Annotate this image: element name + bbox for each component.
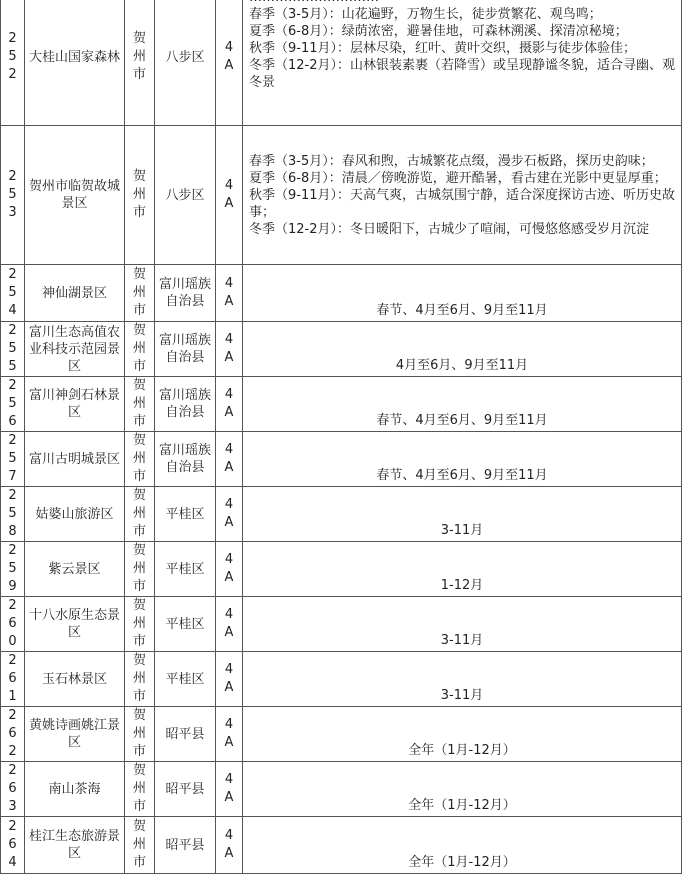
city-char: 市	[132, 414, 146, 429]
level-char: A	[224, 350, 234, 365]
table-row	[1, 817, 682, 874]
row-number-char: 4	[8, 855, 17, 870]
level-char: 4	[224, 828, 234, 843]
row-number-char: 2	[8, 543, 17, 558]
level-char: 4	[224, 607, 234, 622]
level-char: A	[224, 735, 234, 750]
level-char: A	[224, 405, 234, 420]
table-row	[1, 652, 682, 707]
level-char: A	[224, 680, 234, 695]
row-number-char: 2	[8, 31, 17, 46]
row-number-char: 5	[8, 285, 17, 300]
best-season: 全年（1月-12月）	[243, 707, 682, 762]
row-number-char: 2	[8, 323, 17, 338]
level	[216, 652, 243, 707]
level-char: A	[224, 570, 234, 585]
level-char: 4	[224, 497, 234, 512]
row-number	[1, 322, 25, 377]
level-char: 4	[224, 387, 234, 402]
city-char: 州	[132, 49, 146, 64]
row-number-char: 5	[8, 187, 17, 202]
row-number-char: 2	[8, 819, 17, 834]
row-number-char: 5	[8, 341, 17, 356]
season-line: 秋季（9-11月）：层林尽染，红叶、黄叶交织，摄影与徒步体验佳；	[249, 41, 637, 56]
level	[216, 0, 243, 126]
city	[125, 322, 155, 377]
row-number-char: 2	[8, 267, 17, 282]
scenic-name: 富川古明城景区	[25, 432, 125, 487]
city	[125, 652, 155, 707]
row-number-char: 5	[8, 561, 17, 576]
table-row	[1, 707, 682, 762]
season-line: 秋季（9-11月）：天高气爽，古城氛围宁静，适合深度探访古迹、听历史故事；	[249, 187, 676, 220]
row-number	[1, 265, 25, 322]
level-char: 4	[224, 717, 234, 732]
row-number-char: 2	[8, 744, 17, 759]
city-char: 市	[132, 799, 146, 814]
city-char: 州	[132, 726, 146, 741]
city	[125, 265, 155, 322]
scenic-name: 贺州市临贺故城景区	[25, 126, 125, 265]
table-row	[1, 377, 682, 432]
city-char: 市	[132, 689, 146, 704]
scenic-name: 桂江生态旅游景区	[25, 817, 125, 874]
best-season: 春节、4月至6月、9月至11月	[243, 265, 682, 322]
season-line: 夏季（6-8月）：绿荫浓密，避暑佳地，可森林溯溪、探清凉秘境；	[249, 24, 628, 39]
level	[216, 432, 243, 487]
district: 富川瑶族自治县	[155, 265, 216, 322]
level-char: 4	[224, 662, 234, 677]
level-char: 4	[224, 40, 234, 55]
level	[216, 377, 243, 432]
table-row	[1, 762, 682, 817]
scenic-name: 大桂山国家森林	[25, 0, 125, 126]
scenic-name: 富川生态高值农业科技示范园景区	[25, 322, 125, 377]
city-char: 州	[132, 187, 146, 202]
best-season: 3-11月	[243, 597, 682, 652]
level	[216, 322, 243, 377]
district: 平桂区	[155, 487, 216, 542]
district: 平桂区	[155, 652, 216, 707]
table-row	[1, 322, 682, 377]
level-char: A	[224, 515, 234, 530]
row-number-char: 2	[8, 433, 17, 448]
scenic-name: 姑婆山旅游区	[25, 487, 125, 542]
table-body	[1, 0, 682, 874]
district: 平桂区	[155, 597, 216, 652]
level	[216, 487, 243, 542]
city	[125, 762, 155, 817]
row-number	[1, 652, 25, 707]
table-row	[1, 432, 682, 487]
level-char: A	[224, 58, 234, 73]
row-number-char: 3	[8, 205, 17, 220]
best-season: 春节、4月至6月、9月至11月	[243, 432, 682, 487]
city	[125, 126, 155, 265]
level	[216, 265, 243, 322]
city-char: 贺	[132, 819, 146, 834]
scenic-name: 十八水原生态景区	[25, 597, 125, 652]
scenic-name: 紫云景区	[25, 542, 125, 597]
row-number-char: 1	[8, 689, 17, 704]
row-number	[1, 377, 25, 432]
season-line: 冬季（12-2月）：冬日暖阳下，古城少了喧闹，可慢悠悠感受岁月沉淀	[249, 221, 650, 237]
season-line: 夏季（6-8月）：清晨／傍晚游览，避开酷暑，看古建在光影中更显厚重；	[249, 170, 667, 186]
city-char: 市	[132, 855, 146, 870]
row-number-char: 2	[8, 488, 17, 503]
level-char: A	[224, 625, 234, 640]
city-char: 市	[132, 634, 146, 649]
table-row	[1, 597, 682, 652]
city-char: 贺	[132, 323, 146, 338]
scenic-name: 神仙湖景区	[25, 265, 125, 322]
city-char: 贺	[132, 169, 146, 184]
row-number-char: 2	[8, 653, 17, 668]
best-season: 3-11月	[243, 487, 682, 542]
row-number-char: 6	[8, 414, 17, 429]
row-number-char: 5	[8, 451, 17, 466]
table-row	[1, 0, 682, 126]
city-char: 贺	[132, 598, 146, 613]
row-number-char: 2	[8, 598, 17, 613]
city-char: 州	[132, 285, 146, 300]
table-row	[1, 542, 682, 597]
row-number	[1, 817, 25, 874]
row-number-char: 6	[8, 726, 17, 741]
level-char: A	[224, 294, 234, 309]
city	[125, 597, 155, 652]
row-number	[1, 762, 25, 817]
city-char: 州	[132, 561, 146, 576]
season-line: 春季（3-5月）：春风和煦，古城繁花点缀，漫步石板路，探历史韵味；	[249, 153, 654, 169]
best-season: 全年（1月-12月）	[243, 817, 682, 874]
city-char: 贺	[132, 488, 146, 503]
city-char: 市	[132, 359, 146, 374]
district: 富川瑶族自治县	[155, 322, 216, 377]
district: 昭平县	[155, 707, 216, 762]
scenic-name: 玉石林景区	[25, 652, 125, 707]
level	[216, 542, 243, 597]
scenic-name: 富川神剑石林景区	[25, 377, 125, 432]
row-number-char: 2	[8, 763, 17, 778]
scenic-name: 南山茶海	[25, 762, 125, 817]
level	[216, 707, 243, 762]
city-char: 市	[132, 744, 146, 759]
city-char: 贺	[132, 267, 146, 282]
row-number	[1, 707, 25, 762]
city	[125, 0, 155, 126]
level-char: 4	[224, 178, 234, 193]
best-season: 3-11月	[243, 652, 682, 707]
row-number-char: 6	[8, 671, 17, 686]
district: 八步区	[155, 0, 216, 126]
best-season	[243, 0, 682, 126]
row-number-char: 5	[8, 396, 17, 411]
level-char: 4	[224, 772, 234, 787]
city-char: 州	[132, 396, 146, 411]
city-char: 州	[132, 506, 146, 521]
row-number-char: 5	[8, 359, 17, 374]
district: 八步区	[155, 126, 216, 265]
district: 昭平县	[155, 817, 216, 874]
city	[125, 707, 155, 762]
city-char: 市	[132, 469, 146, 484]
level	[216, 817, 243, 874]
city-char: 市	[132, 205, 146, 220]
district: 富川瑶族自治县	[155, 432, 216, 487]
row-number	[1, 542, 25, 597]
level	[216, 762, 243, 817]
level-char: A	[224, 196, 234, 211]
level-char: A	[224, 790, 234, 805]
row-number-char: 2	[8, 67, 17, 82]
season-line: 冬季（12-2月）：山林银装素裹（若降雪）或呈现静谧冬貌，适合寻幽、观冬景	[249, 58, 676, 90]
row-number-char: 4	[8, 303, 17, 318]
row-number-char: 6	[8, 837, 17, 852]
city-char: 市	[132, 303, 146, 318]
city-char: 贺	[132, 378, 146, 393]
row-number-char: 5	[8, 49, 17, 64]
row-number	[1, 597, 25, 652]
city	[125, 432, 155, 487]
city-char: 贺	[132, 763, 146, 778]
district: 富川瑶族自治县	[155, 377, 216, 432]
city-char: 市	[132, 67, 146, 82]
best-season: 春节、4月至6月、9月至11月	[243, 377, 682, 432]
table-row	[1, 487, 682, 542]
city-char: 州	[132, 837, 146, 852]
table-row	[1, 126, 682, 265]
row-number	[1, 0, 25, 126]
row-number-char: 3	[8, 799, 17, 814]
city-char: 市	[132, 579, 146, 594]
district: 平桂区	[155, 542, 216, 597]
row-number-char: 6	[8, 781, 17, 796]
city-char: 贺	[132, 433, 146, 448]
scenic-name: 黄姚诗画姚江景区	[25, 707, 125, 762]
level-char: 4	[224, 276, 234, 291]
row-number-char: 9	[8, 579, 17, 594]
row-number-char: 5	[8, 506, 17, 521]
level	[216, 597, 243, 652]
row-number	[1, 126, 25, 265]
row-number-char: 2	[8, 378, 17, 393]
row-number	[1, 487, 25, 542]
level-char: 4	[224, 332, 234, 347]
best-season: 全年（1月-12月）	[243, 762, 682, 817]
city-char: 贺	[132, 708, 146, 723]
city	[125, 542, 155, 597]
city-char: 州	[132, 781, 146, 796]
level-char: A	[224, 460, 234, 475]
level-char: 4	[224, 442, 234, 457]
level-char: 4	[224, 552, 234, 567]
row-number-char: 8	[8, 524, 17, 539]
city	[125, 817, 155, 874]
city-char: 州	[132, 616, 146, 631]
row-number	[1, 432, 25, 487]
city	[125, 377, 155, 432]
city-char: 州	[132, 671, 146, 686]
district: 昭平县	[155, 762, 216, 817]
level	[216, 126, 243, 265]
row-number-char: 7	[8, 469, 17, 484]
best-season: 4月至6月、9月至11月	[243, 322, 682, 377]
row-number-char: 2	[8, 708, 17, 723]
city-char: 州	[132, 341, 146, 356]
city-char: 贺	[132, 31, 146, 46]
table-row	[1, 265, 682, 322]
city-char: 州	[132, 451, 146, 466]
city-char: 市	[132, 524, 146, 539]
city	[125, 487, 155, 542]
row-number-char: 2	[8, 169, 17, 184]
best-season: 1-12月	[243, 542, 682, 597]
best-season	[243, 126, 682, 265]
city-char: 贺	[132, 653, 146, 668]
level-char: A	[224, 846, 234, 861]
row-number-char: 0	[8, 634, 17, 649]
city-char: 贺	[132, 543, 146, 558]
row-number-char: 6	[8, 616, 17, 631]
season-line: 春季（3-5月）：山花遍野，万物生长，徒步赏繁花、观鸟鸣；	[249, 7, 602, 22]
